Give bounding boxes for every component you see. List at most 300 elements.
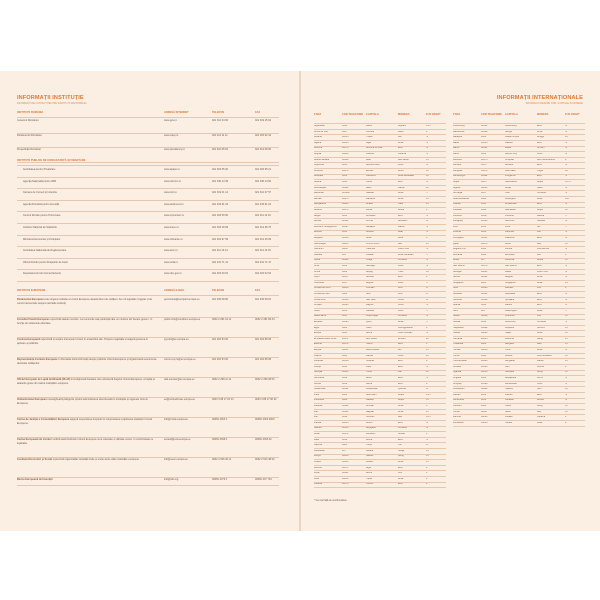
column-header: INSTITUȚII EUROPENE (17, 289, 46, 292)
table-cell: 021 336 14 39 (212, 179, 228, 183)
country-cell: 00421 (481, 293, 488, 295)
country-cell: Kiev (505, 365, 510, 368)
table-header (17, 159, 279, 164)
country-cell: -2 (565, 147, 568, 150)
table-cell: 021 231 71 41 (212, 260, 228, 264)
country-cell: Manila (366, 354, 373, 357)
right-page-subtitle: INFORMAȚII DESPRE ȚĂRI, CAPITALE ȘI MONEDE (525, 102, 583, 105)
country-cell: 00387 (342, 225, 349, 228)
country-cell: +2 (426, 371, 429, 374)
divider (17, 211, 279, 212)
country-cell: -1 (565, 276, 568, 279)
institution-email: sg-info@ec.europa.eu (164, 338, 189, 341)
table-cell: Parlamentul României (17, 133, 42, 137)
divider (17, 258, 279, 259)
country-cell: +1 (426, 349, 429, 351)
country-cell: Quito (366, 321, 372, 323)
country-cell: Euro (537, 293, 542, 295)
country-cell: Austria (314, 181, 322, 183)
country-cell: Lusaka (505, 416, 513, 419)
country-cell: Sudan (453, 315, 460, 318)
institution-email: info@eib.org (164, 478, 179, 481)
country-cell: Luxemburg (505, 125, 517, 127)
country-cell: -1 (565, 125, 568, 127)
country-cell: Peso (537, 382, 543, 385)
country-cell: Tripoli (366, 477, 373, 480)
country-cell: 0056 (342, 265, 348, 267)
country-cell: Singapore (453, 281, 464, 284)
country-cell: Rand (398, 130, 404, 133)
country-cell: Turcia (453, 354, 460, 357)
country-cell: Baku (366, 186, 372, 189)
country-cell: 0034 (481, 304, 487, 307)
country-cell: Naira (537, 186, 543, 189)
country-cell: Tallinn (366, 343, 373, 346)
country-cell: Dinar (398, 197, 404, 200)
country-cell: Liră (537, 287, 541, 290)
country-cell: Euro (398, 214, 403, 217)
country-cell: Pretoria (366, 130, 375, 133)
country-cell: Coroană (537, 321, 546, 323)
country-cell: Lima (505, 225, 510, 228)
country-cell: Ulan Bator (505, 169, 516, 172)
country-cell: Quetzal (398, 388, 406, 391)
country-cell: -1 (565, 203, 568, 206)
country-cell: New Delhi (366, 393, 377, 396)
country-cell: Franc CFA (537, 270, 548, 273)
country-cell: Khartoum (505, 315, 515, 318)
country-cell: Dolar (537, 281, 543, 284)
country-cell: 0 (565, 287, 567, 290)
table-header (17, 289, 279, 294)
country-cell: 00992 (481, 326, 488, 329)
table-cell: Guvernul României (17, 119, 39, 122)
country-cell: Belarus (314, 209, 322, 211)
country-cell: Tașkent (505, 388, 513, 391)
country-cell: 001 (342, 253, 346, 256)
country-cell: Bogota (366, 281, 374, 284)
country-cell: Coroană (398, 427, 407, 430)
country-cell: Panama (505, 214, 514, 217)
country-cell: -1 (565, 175, 568, 178)
institution-name: Curtea Europeană de Conturi (17, 438, 52, 441)
country-cell: Kuala Lumpur (505, 136, 520, 139)
country-cell: Abu Dhabi (366, 337, 377, 340)
institution-email: public.info@consilium.europa.eu (164, 318, 201, 321)
institution-description (17, 458, 157, 462)
country-cell: Guatemala (314, 388, 326, 391)
country-cell: 00251 (342, 349, 349, 351)
institution-fax: 0033 3 88 17 90 62 (255, 398, 277, 401)
country-cell: Riad (366, 158, 371, 161)
institution-fax: 021 316 88 08 (255, 338, 271, 341)
country-cell: Taka (398, 203, 403, 206)
country-cell: Jakarta (366, 399, 374, 402)
country-cell: +1 (426, 158, 429, 161)
country-cell: Uganda (453, 371, 462, 374)
institution-name: Oficiul European de Luptă Antifraudă (OLAF) (17, 378, 71, 381)
table-cell: 021 318 50 50 (212, 214, 228, 218)
country-cell: Șiling (398, 455, 404, 458)
country-cell: Olanda (453, 203, 461, 206)
country-cell: Etiopia (314, 349, 322, 351)
country-cell: Praga (366, 259, 373, 262)
country-cell: Euro (398, 466, 403, 469)
country-cell: -2 (426, 421, 429, 424)
country-cell: +6 (565, 136, 568, 139)
country-cell: Rial (398, 416, 402, 419)
country-cell: Rial (537, 242, 541, 245)
country-cell: Costa Rica (314, 298, 326, 301)
country-cell: +3.5 (426, 393, 431, 396)
country-cell: 00263 (481, 421, 488, 424)
country-cell: -1 (565, 186, 568, 189)
country-cell: București (505, 253, 515, 256)
country-cell: +1 (426, 455, 429, 458)
country-cell: Buenos Aires (366, 164, 380, 167)
country-cell: Luanda (366, 153, 374, 155)
country-cell: Albania (314, 136, 322, 139)
country-cell: Dușanbe (505, 326, 515, 329)
country-cell: -1 (565, 393, 568, 396)
institution-entry (17, 378, 279, 398)
table-row (17, 272, 279, 284)
country-cell: Malta (453, 141, 459, 144)
country-cell: Bangladesh (314, 203, 327, 206)
country-cell: Moldova (453, 158, 462, 161)
country-cell: Bolivar (537, 399, 545, 402)
country-cell: Won (398, 287, 403, 290)
country-cell: Liră (537, 315, 541, 318)
country-cell: 00971 (342, 337, 349, 340)
country-cell: Beijing (366, 270, 373, 273)
country-cell: -6 (565, 220, 568, 223)
column-header: MONEDA (537, 113, 549, 116)
country-cell: 00378 (481, 265, 488, 267)
institution-name: Banca Europeană de Investiții (17, 478, 53, 481)
country-cell: Libia (314, 477, 319, 480)
country-cell: Venezuela (453, 399, 464, 402)
country-cell: -1 (565, 130, 568, 133)
footnote: * fus orar față de ora României (314, 499, 347, 502)
country-cell: 00255 (481, 337, 488, 340)
country-cell: Skopje (505, 130, 513, 133)
country-cell: 0091 (342, 393, 348, 396)
country-cell: 0098 (342, 416, 348, 419)
country-cell: Letonia (314, 466, 322, 469)
country-cell: 00598 (481, 382, 488, 385)
column-header: INSTITUȚII PUBLICE DE CONSULTANȚĂ ȘI FINANȚARE (17, 159, 86, 162)
country-cell: Kuweit (366, 461, 373, 463)
table-cell: www.ccir.ro (164, 191, 177, 195)
country-cell: 00249 (481, 315, 488, 318)
country-cell: Bagdad (366, 410, 374, 413)
country-cell: Pakistan (453, 209, 462, 211)
country-cell: Minsk (366, 209, 372, 211)
country-cell: Lek (398, 136, 402, 139)
country-cell: Dolar (537, 309, 543, 312)
left-page-subtitle: INFORMAȚII DE CONTACT PENTRU INSTITUȚII DIN ROMÂNIA (17, 102, 87, 105)
country-cell: Cipru (314, 276, 320, 279)
country-cell: Somoni (537, 326, 545, 329)
divider (17, 295, 279, 296)
country-cell: Caracas (505, 399, 514, 402)
country-cell: Muntenegru (453, 175, 466, 178)
country-cell: Taipei (505, 332, 512, 335)
country-cell: -1 (426, 377, 429, 379)
country-cell: Roma (366, 438, 373, 441)
country-cell: 0065 (481, 281, 487, 284)
table-cell: 021 303 65 21 (255, 168, 271, 171)
country-cell: Cambodgia (314, 242, 326, 245)
right-page-header (497, 95, 583, 105)
institution-name: Curtea de Justiție a Comunităților Europene (17, 418, 70, 421)
country-cell: Liban (314, 472, 320, 475)
country-cell: Vatican (453, 393, 461, 396)
country-cell: 0 (426, 483, 428, 486)
country-cell: Belgia (314, 214, 321, 217)
country-cell: Siria (453, 287, 458, 290)
table-cell: Institutul Național de Statistică (23, 226, 57, 229)
institution-text: verifică dacă fondurile Uniunii Europene sunt colectate și utilizate corect, în conformitate cu legislația. (17, 438, 154, 445)
country-cell: Valletta (505, 141, 513, 144)
table-cell: 021 312 08 00 (255, 148, 271, 151)
country-cell: -1 (426, 315, 429, 318)
table-cell: 021 319 97 59 (212, 237, 228, 241)
divider (17, 177, 279, 178)
country-cell: -1 (426, 438, 429, 441)
country-cell: 00351 (481, 237, 488, 239)
country-cell: -5 (565, 382, 568, 385)
country-cell: -6 (565, 399, 568, 402)
institution-name: Ombudsmanul European (17, 398, 47, 401)
table-header (453, 113, 585, 123)
country-cell: -1 (565, 231, 568, 234)
country-cell: Madrid (505, 304, 513, 307)
country-cell: Colon (398, 298, 405, 301)
country-cell: 00254 (342, 455, 349, 458)
country-cell: 0 (426, 326, 428, 329)
country-cell: Taiwan (453, 332, 461, 335)
institution-email: eo@ombudsman.europa.eu (164, 398, 196, 401)
country-cell: Argentina (314, 164, 324, 167)
country-cell: 0064 (481, 197, 487, 200)
country-cell: Euro (398, 181, 403, 183)
country-cell: +4 (426, 449, 429, 452)
country-cell: -1 (426, 332, 429, 335)
country-cell: 0049 (342, 377, 348, 379)
column-header: ȚARA (314, 113, 322, 116)
country-cell: 00998 (481, 388, 488, 391)
country-cell: 0 (426, 343, 428, 346)
country-cell: 00352 (481, 125, 488, 127)
country-cell: +1 (565, 242, 568, 245)
institution-fax: 00352 4393 42 (255, 438, 272, 441)
divider (17, 188, 279, 189)
country-cell: 00966 (342, 158, 349, 161)
country-cell: Bolivia (314, 220, 321, 223)
country-cell: Grivnă (537, 365, 544, 368)
country-cell: 00353 (342, 421, 349, 424)
table-cell: Departamentul de Comerț Exterior (23, 272, 62, 276)
country-cell: Ringgit (537, 136, 545, 139)
country-cell: Nassau (366, 192, 374, 195)
country-cell: 001 (481, 309, 485, 312)
country-cell: -7 (565, 309, 568, 312)
country-cell: -7 (565, 225, 568, 228)
country-cell: Coroană (398, 259, 407, 262)
country-cell: Indonezia (314, 399, 324, 402)
country-cell: 007 (342, 449, 346, 452)
country-cell: Guatemala (366, 388, 378, 391)
column-header: TELEFON (212, 111, 225, 114)
country-cell: -1 (426, 304, 429, 307)
country-cell: Stockholm (505, 321, 516, 323)
institution-fax: 021 316 88 08 (255, 358, 271, 361)
country-cell: Rial saudit (398, 158, 409, 161)
country-cell: 00993 (481, 360, 488, 363)
country-cell: 0031 (481, 203, 487, 206)
country-cell: 00260 (481, 416, 488, 419)
country-cell: 00354 (342, 427, 349, 430)
country-cell: Serbia (453, 276, 460, 279)
country-cell: Baht (537, 343, 542, 346)
country-cell: Estonia (314, 343, 322, 346)
country-cell: Senegal (453, 270, 462, 273)
country-cell: 00593 (342, 321, 349, 323)
country-cell: Andorra (314, 147, 323, 150)
country-cell: Abuja (505, 186, 511, 189)
country-cell: 00962 (342, 405, 349, 407)
country-cell: Regatul Unit (453, 248, 466, 251)
country-cell: +5 (426, 399, 429, 402)
institution-text: reprezintă și susține interesele Uniunii în ansamblul său. Propune legislația și asigură punerea în aplicare a politicilor. (17, 338, 149, 345)
country-cell: 0090 (481, 354, 487, 357)
country-cell: +5 (565, 343, 568, 346)
country-cell: -2 (565, 248, 568, 251)
institution-phone: 021 203 54 00 (212, 338, 228, 341)
country-cell: Sum (537, 388, 542, 391)
country-cell: Irak (314, 410, 318, 413)
table-cell: www.arisinvest.ro (164, 202, 184, 206)
country-cell: Maroc (453, 147, 460, 150)
divider (17, 235, 279, 236)
country-cell: San Jose (366, 298, 376, 301)
country-cell: Berna (366, 332, 373, 335)
column-header: FUS ORAR* (565, 113, 580, 116)
institution-name: Consiliul Uniunii Europene (17, 318, 49, 321)
country-cell: +6 (426, 354, 429, 357)
table-cell: 021 414 11 11 (212, 133, 228, 137)
country-cell: Sana (505, 410, 511, 413)
country-cell: -2 (565, 237, 568, 239)
country-cell: 0043 (342, 181, 348, 183)
country-cell: Ucraina (453, 365, 461, 368)
country-cell: 00382 (481, 175, 488, 178)
country-cell: Tirana (366, 136, 373, 139)
country-cell: Cehia (314, 259, 321, 262)
country-cell: Santiago (366, 265, 376, 267)
country-cell: Africa de Sud (314, 130, 328, 133)
country-cell: Panama (453, 214, 462, 217)
country-cell: Dinar (537, 276, 543, 279)
table-cell: www.dce.gov.ro (164, 272, 182, 276)
country-cell: Sarajevo (366, 225, 376, 228)
country-cell: -7 (426, 192, 429, 195)
table-header (314, 113, 446, 123)
country-cell: Euro (398, 377, 403, 379)
country-cell: Dirham (398, 337, 406, 340)
column-header: CAPITALA (505, 113, 518, 116)
country-cell: Spania (453, 304, 461, 307)
country-cell: Qatar (453, 242, 459, 245)
country-cell: Paraguay (453, 220, 463, 223)
country-cell: Euro (537, 175, 542, 178)
country-cell: Dolar (537, 332, 543, 335)
country-cell: 00372 (342, 343, 349, 346)
country-cell: 00967 (481, 410, 488, 413)
country-cell: -5 (426, 164, 429, 167)
table-cell: www.apaps.ro (164, 168, 180, 171)
institution-description (17, 298, 157, 305)
country-cell: -6 (426, 220, 429, 223)
country-cell: Yen (398, 444, 402, 447)
country-cell: Polonia (453, 231, 461, 234)
table-cell: www.orda.ro (164, 260, 178, 264)
column-header: ȚARA (453, 113, 461, 116)
table-cell: www.crpcomert.ro (164, 214, 185, 218)
country-cell: Rupie (398, 399, 405, 402)
institution-phone: 00352 4303 1 (212, 418, 228, 421)
country-cell: Bratislava (505, 293, 516, 295)
table-cell: 021 312 25 09 (255, 237, 271, 241)
institution-fax: 0032 2 281 69 34 (255, 318, 275, 321)
country-cell: 0058 (481, 399, 487, 402)
institution-phone: 0032 2 546 90 11 (212, 458, 232, 461)
country-cell: Nigeria (453, 186, 461, 189)
country-cell: Euro (537, 304, 542, 307)
country-cell: Oslo (505, 192, 510, 195)
country-cell: -1 (565, 298, 568, 301)
table-cell: Camera de Comerț și Industrie (23, 191, 58, 195)
country-cell: Malaysia (453, 136, 463, 139)
institution-entry (17, 298, 279, 318)
country-cell: 00358 (342, 360, 349, 363)
country-cell: India (314, 393, 319, 396)
country-cell: Islanda (314, 427, 322, 430)
country-cell: Belgrad (505, 276, 513, 279)
country-cell: 00373 (481, 158, 488, 161)
country-cell: Dinar (537, 349, 543, 351)
divider (453, 123, 585, 124)
country-cell: Leu moldovenesc (537, 158, 556, 161)
country-cell: Mexico City (505, 153, 517, 155)
country-cell: 0 (426, 276, 428, 279)
country-cell: +3 (565, 209, 568, 211)
country-cell: 00376 (342, 147, 349, 150)
table-row (17, 191, 279, 203)
table-cell: Agenția Națională pentru IMM (23, 179, 57, 183)
country-cell: 001242 (342, 192, 350, 195)
country-cell: Chile (314, 265, 320, 267)
table-row (17, 214, 279, 226)
country-cell: Euro (537, 237, 542, 239)
country-cell: Grecia (314, 382, 321, 385)
country-cell: +3 (565, 360, 568, 363)
country-cell: -7 (426, 309, 429, 312)
column-header: INSTITUȚII ROMÂNIA (17, 111, 44, 114)
country-cell: Phnom Penh (366, 242, 380, 245)
